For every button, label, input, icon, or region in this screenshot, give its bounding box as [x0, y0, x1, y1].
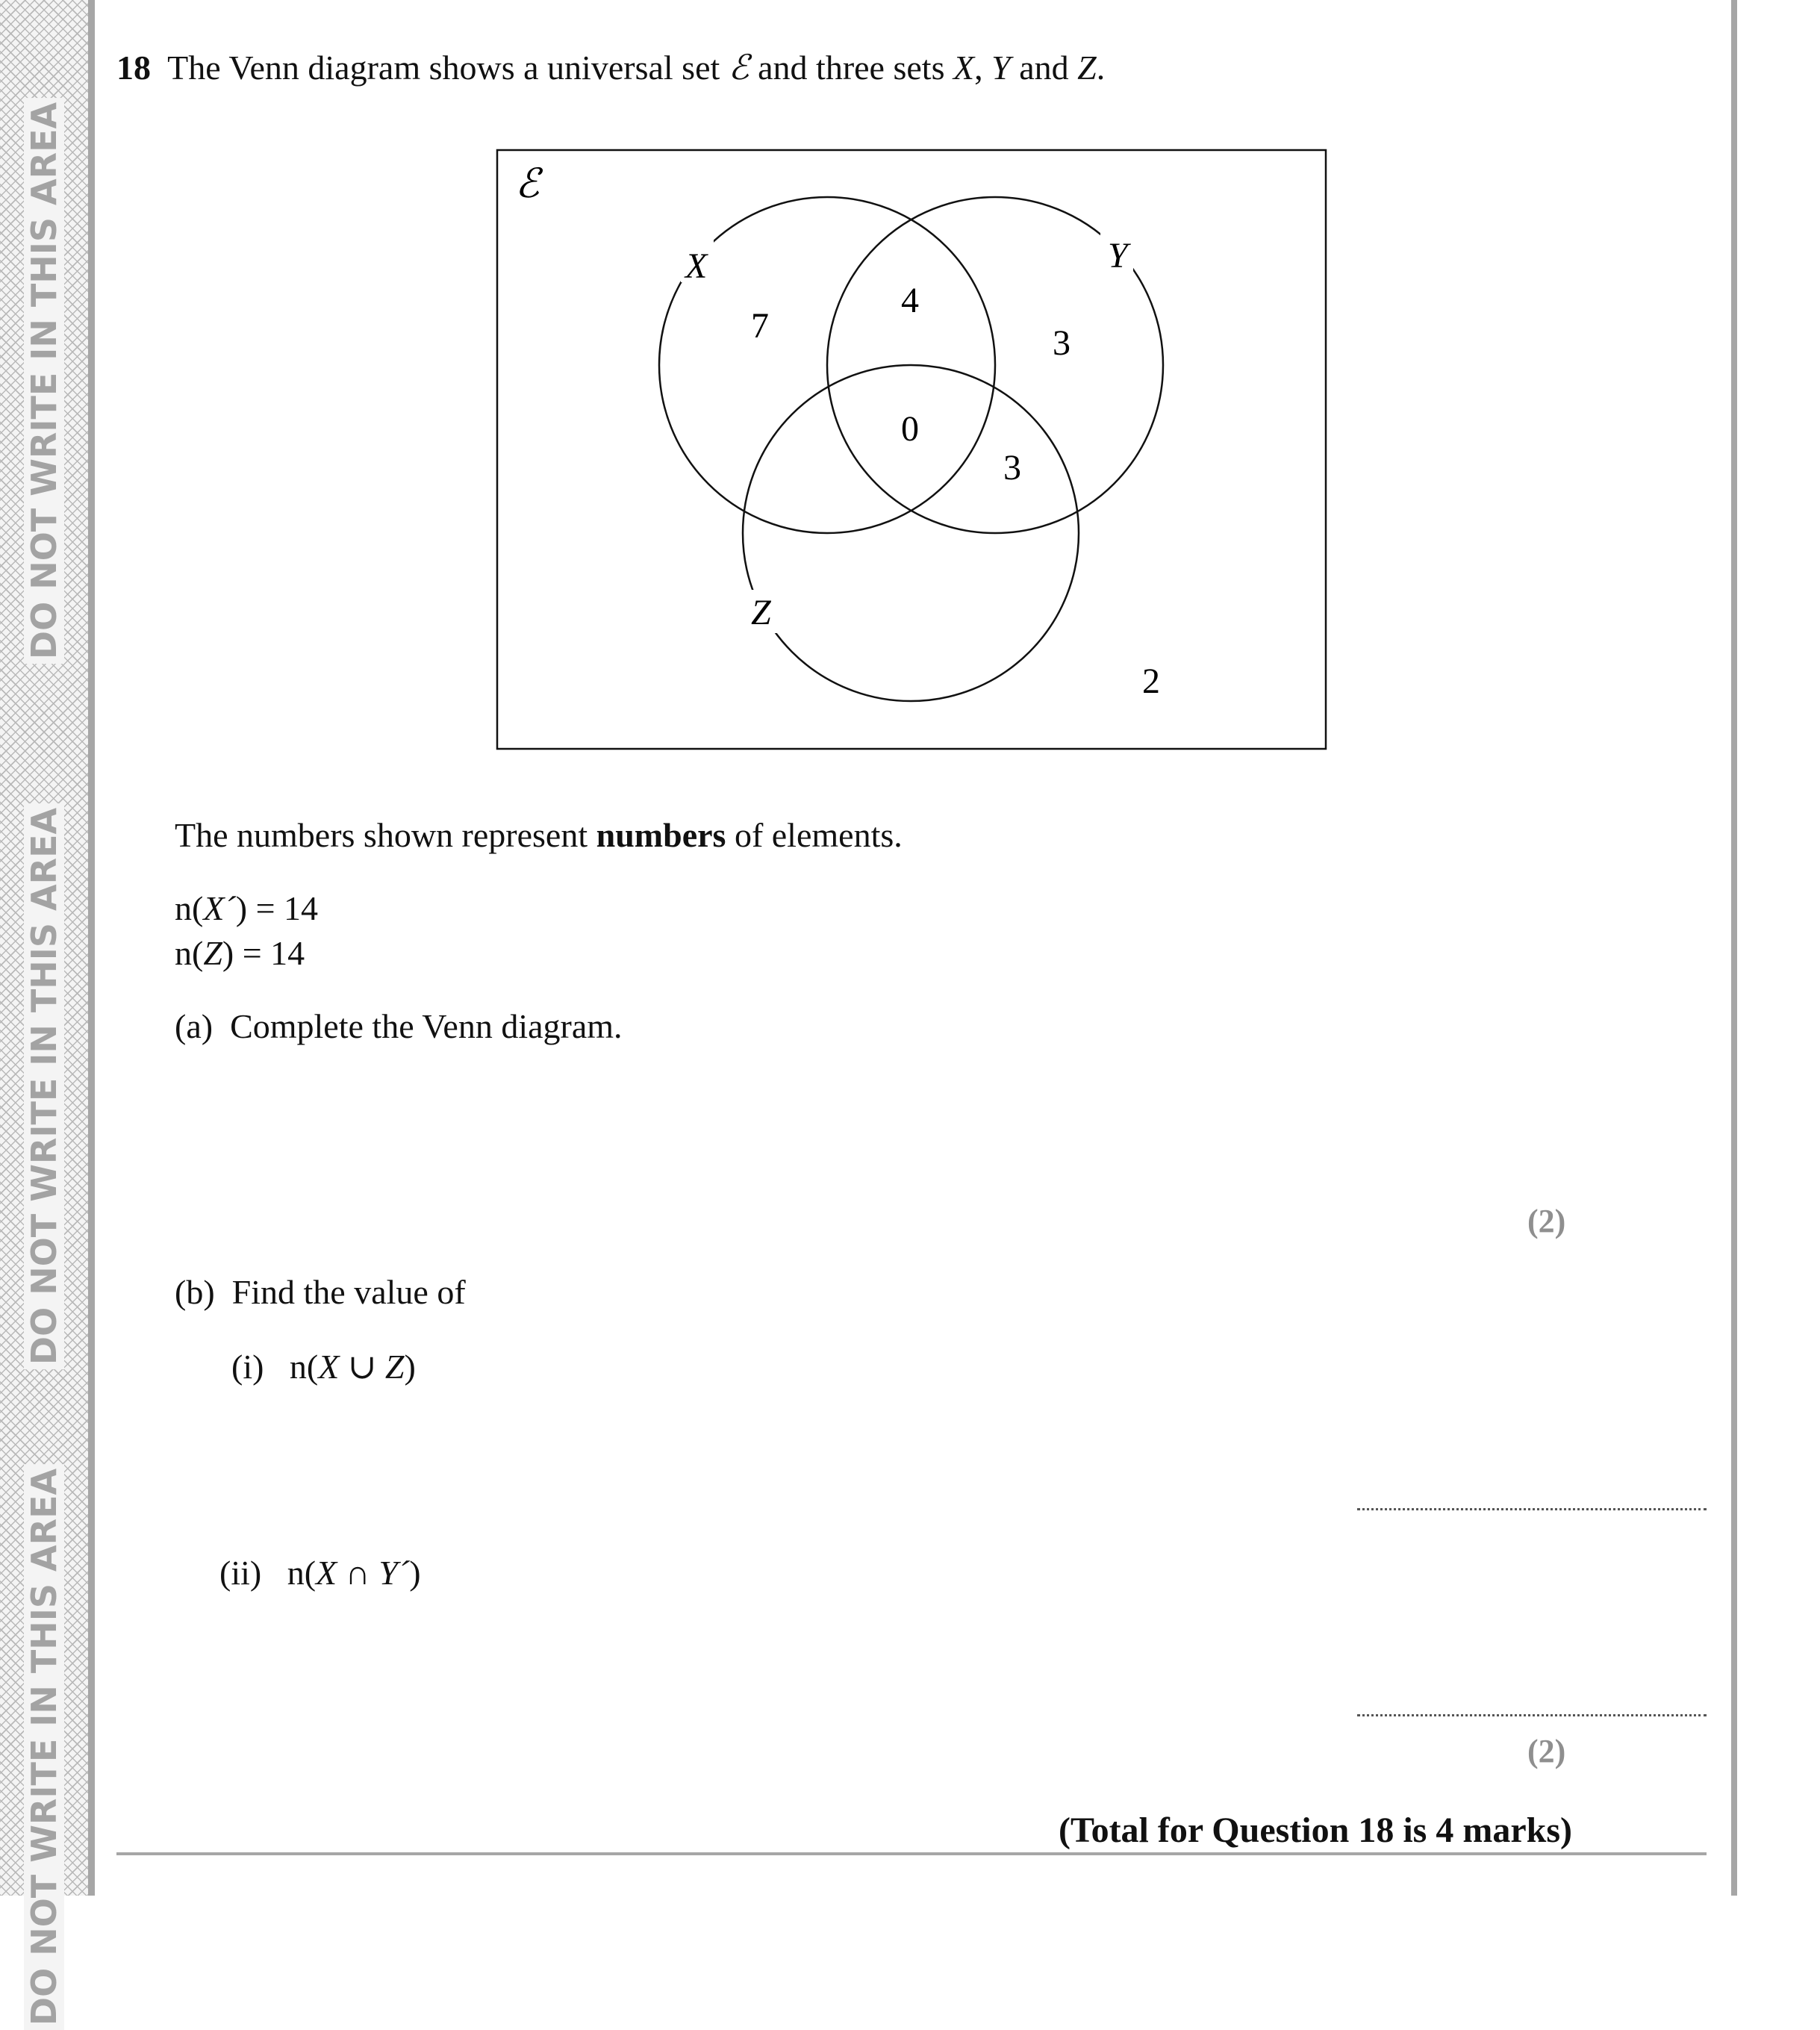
part-a-label: (a) — [175, 1007, 214, 1045]
total-marks: (Total for Question 18 is 4 marks) — [1058, 1811, 1572, 1850]
region-x-y-z: 0 — [901, 409, 919, 449]
part-b-marks: (2) — [1527, 1733, 1566, 1769]
region-x-and-y-only: 4 — [901, 281, 919, 320]
region-outside: 2 — [1142, 661, 1160, 701]
do-not-write-label: DO NOT WRITE IN THIS AREA — [24, 98, 64, 664]
numbers-statement: The numbers shown represent numbers of elements. — [175, 816, 903, 854]
question-heading: 18 The Venn diagram shows a universal set ℰ and three sets X, Y and Z. — [116, 49, 1106, 87]
region-x-only: 7 — [751, 306, 769, 346]
venn-diagram — [0, 0, 1820, 776]
part-b-text: Find the value of — [231, 1273, 466, 1311]
do-not-write-label: DO NOT WRITE IN THIS AREA — [24, 1464, 64, 2030]
part-a-text: Complete the Venn diagram. — [230, 1007, 623, 1045]
region-y-only: 3 — [1053, 323, 1071, 363]
equation-n-x-complement: n(X´) = 14 — [175, 889, 319, 927]
universal-set-label: ℰ — [515, 161, 540, 206]
part-b-i: (i) n(X ∪ Z) — [231, 1348, 416, 1386]
set-y-label: Y — [1108, 236, 1128, 275]
equation-n-z: n(Z) = 14 — [175, 934, 305, 972]
part-b-label: (b) — [175, 1273, 215, 1311]
universal-set-rectangle — [497, 150, 1326, 749]
bottom-rule — [116, 1852, 1707, 1855]
part-b-ii: (ii) n(X ∩ Y´) — [219, 1554, 421, 1592]
question-number: 18 — [116, 49, 151, 87]
region-y-and-z-only: 3 — [1003, 448, 1021, 488]
answer-line-b-ii[interactable] — [1357, 1714, 1707, 1716]
part-a — [175, 1009, 623, 1044]
do-not-write-label: DO NOT WRITE IN THIS AREA — [24, 803, 64, 1369]
answer-line-b-i[interactable] — [1357, 1508, 1707, 1510]
universal-set-symbol: ℰ — [728, 49, 749, 87]
set-x-label: X — [685, 246, 708, 286]
part-b — [175, 1275, 466, 1310]
set-z-label: Z — [751, 593, 771, 632]
part-a-marks: (2) — [1527, 1203, 1566, 1239]
